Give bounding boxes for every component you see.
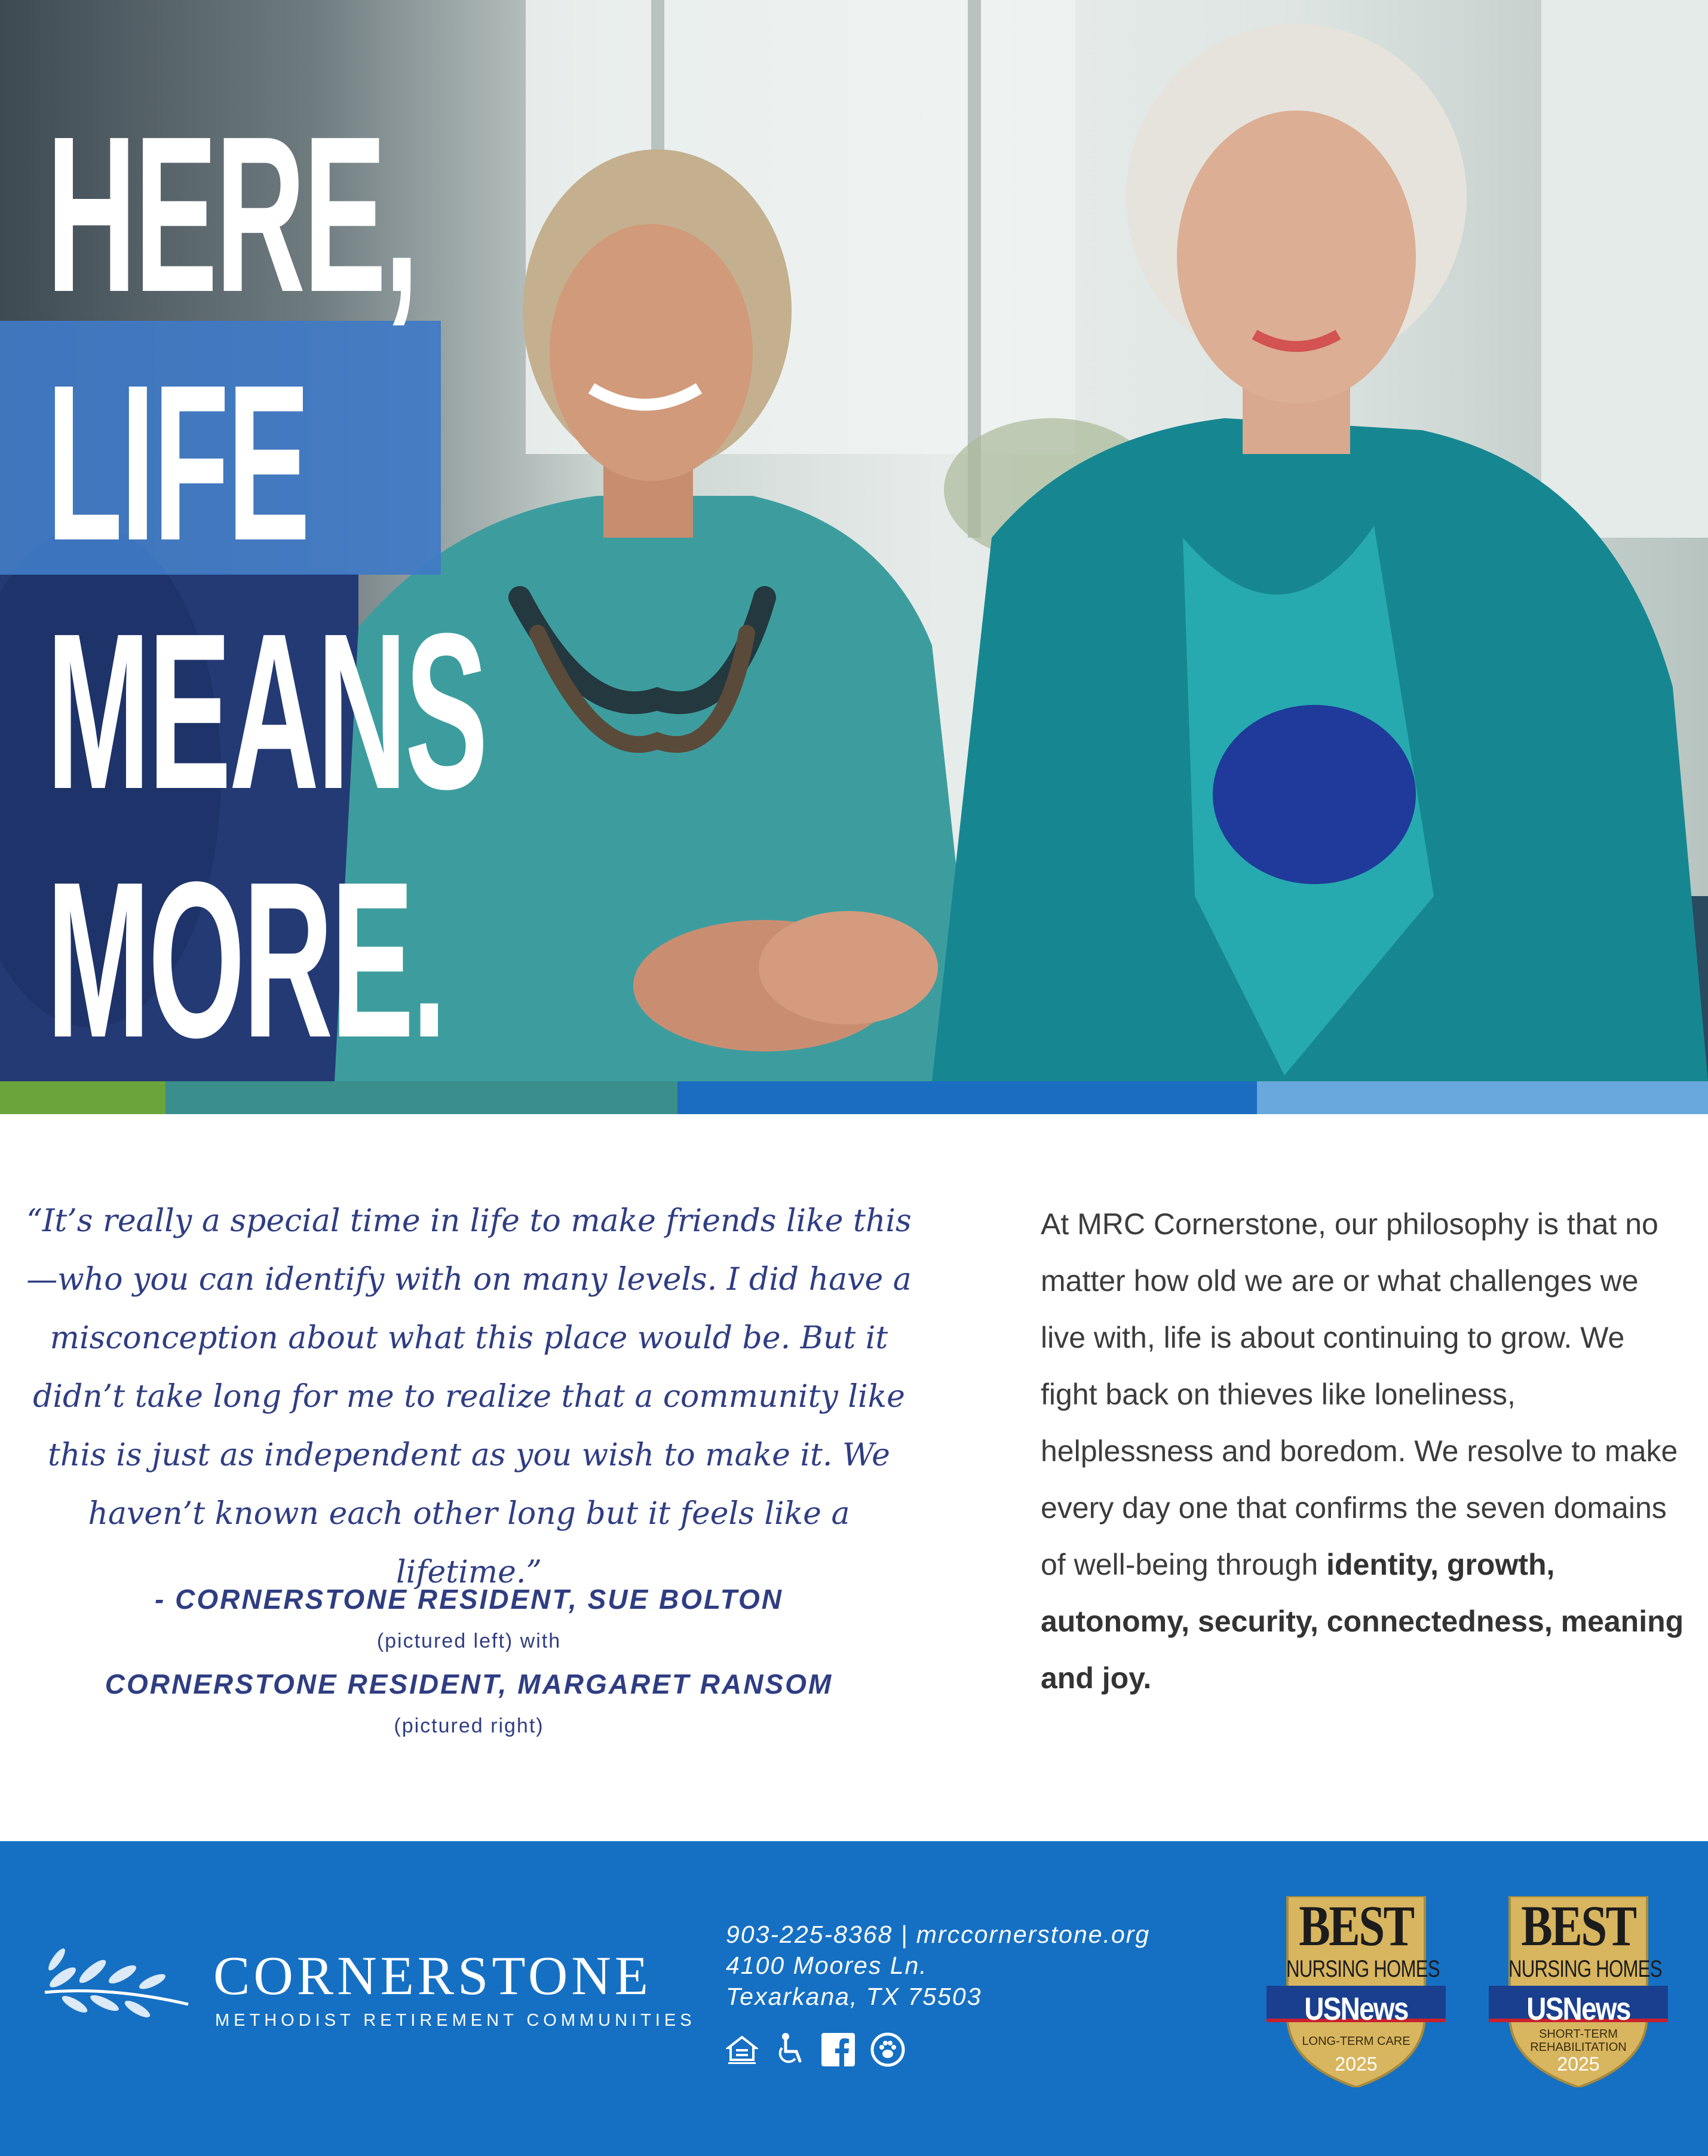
- olive-branch-logo-icon: [39, 1945, 194, 2022]
- philosophy-emphasis: identity, growth, autonomy, security, connectedness, meaning and joy.: [1041, 1548, 1684, 1695]
- badge-brand: USNews: [1304, 1991, 1408, 2027]
- badge-title: NURSING HOMES: [1286, 1956, 1440, 1982]
- stripe-teal: [165, 1081, 677, 1114]
- contact-info: [726, 1919, 1150, 2012]
- stripe-blue: [677, 1081, 1257, 1114]
- badge-category: LONG-TERM CARE: [1302, 2035, 1410, 2048]
- address-street: 4100 Moores Ln.: [726, 1952, 928, 1979]
- facebook-icon[interactable]: [821, 2033, 855, 2066]
- stripe-green: [0, 1081, 165, 1114]
- badge-category: SHORT-TERM REHABILITATION: [1530, 2028, 1627, 2054]
- equal-housing-opportunity-icon: [726, 2034, 758, 2066]
- badge-year: 2025: [1335, 2053, 1378, 2075]
- address-city: Texarkana, TX 75503: [726, 1983, 982, 2010]
- caption-pictured-right: (pictured right): [394, 1715, 544, 1737]
- headline-line-3: MEANS: [47, 587, 486, 835]
- wheelchair-accessible-icon: [774, 2032, 806, 2067]
- pet-friendly-icon: [870, 2032, 905, 2067]
- badge-best: BEST: [1521, 1894, 1636, 1958]
- headline: [47, 90, 831, 1081]
- badge-title: NURSING HOMES: [1508, 1956, 1662, 1982]
- headline-line-4: MORE.: [47, 835, 445, 1081]
- philosophy-paragraph: [1041, 1196, 1686, 1707]
- stripe-light-blue: [1257, 1081, 1708, 1114]
- headline-line-2: LIFE: [47, 338, 308, 587]
- best-nursing-homes-long-term-care-badge: [1267, 1896, 1446, 2087]
- phone-and-website[interactable]: 903-225-8368 | mrccornerstone.org: [726, 1921, 1151, 1948]
- best-nursing-homes-short-term-rehabilitation-badge: [1489, 1896, 1668, 2087]
- badge-best: BEST: [1299, 1894, 1413, 1958]
- logo-tagline: METHODIST RETIREMENT COMMUNITIES: [215, 2011, 696, 2030]
- caption-pictured-left: (pictured left) with: [376, 1630, 562, 1652]
- footer: [0, 1841, 1708, 2156]
- attribution-margaret-ransom: CORNERSTONE RESIDENT, MARGARET RANSOM: [105, 1669, 833, 1700]
- attribution-sue-bolton: - CORNERSTONE RESIDENT, SUE BOLTON: [155, 1584, 783, 1615]
- footer-icons: [726, 2032, 905, 2067]
- badge-year: 2025: [1557, 2053, 1600, 2075]
- badge-brand: USNews: [1526, 1991, 1630, 2027]
- logo-name: CORNERSTONE: [213, 1945, 652, 2006]
- philosophy-intro: At MRC Cornerstone, our philosophy is that no matter how old we are or what challenges we live with, life is about continuing to grow. We fight back on thieves like loneliness, helplessness and boredom. We resolve to make every day one that confirms the seven domains of well-being through: [1041, 1207, 1678, 1581]
- headline-line-1: HERE,: [47, 90, 417, 338]
- resident-quote: “It’s really a special time in life to make friends like this—who you can identify with on many levels. I did have a misconception about what this place would be. But it didn’t take long for me to realize that a community like this is just as independent as you wish to make it. We haven’t known each other long but it feels like a lifetime.”: [26, 1203, 912, 1590]
